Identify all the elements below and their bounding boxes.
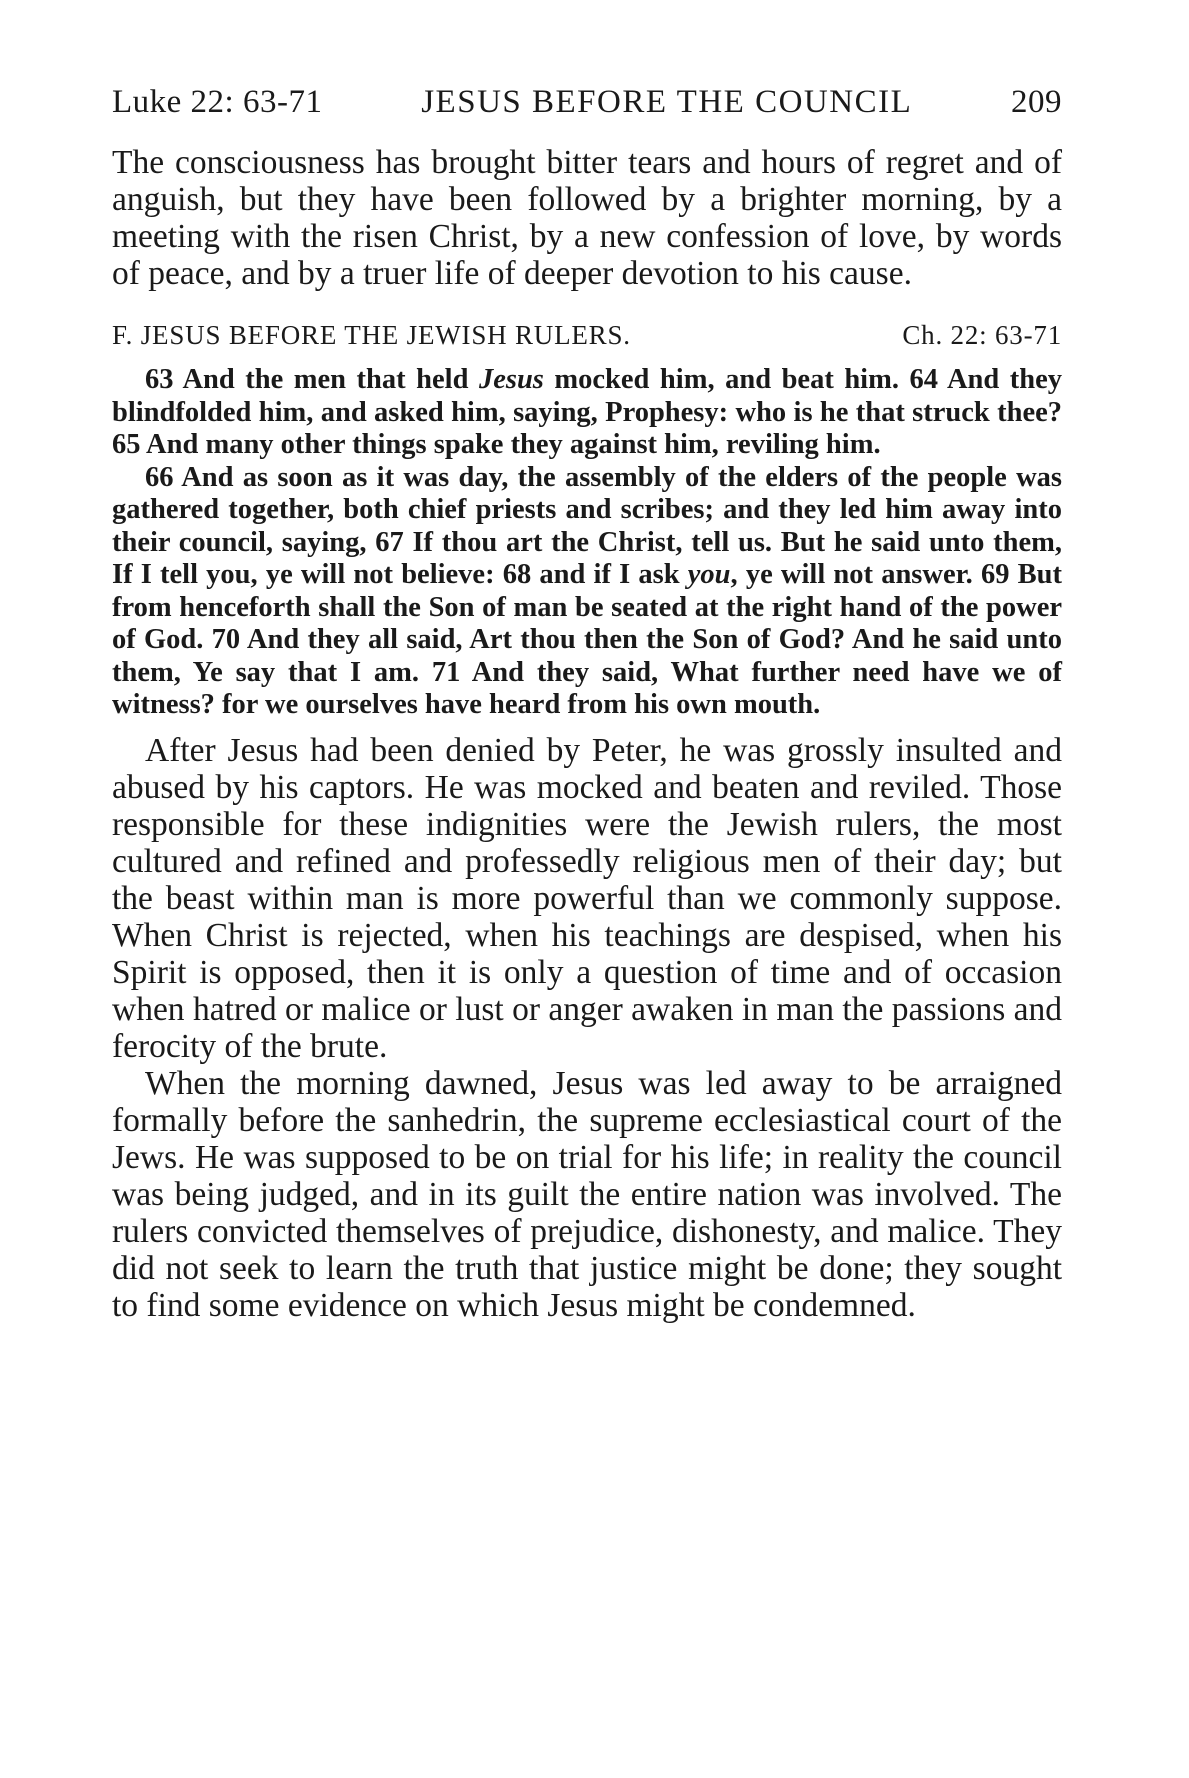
opening-paragraph: The consciousness has brought bitter tears and hours of regret and of anguish, but they have been followed by a brighter morning, by a meeting with the risen Christ, by a new confession of love, by words of peace, and by a truer life of deeper devotion to his cause. [112, 144, 1062, 292]
section-reference: Ch. 22: 63-71 [902, 320, 1062, 350]
page-number: 209 [1011, 84, 1062, 120]
section-title: F. JESUS BEFORE THE JEWISH RULERS. [112, 320, 631, 350]
scripture-text: 66 And as soon as it was day, the assembly of the elders of the people was gathered together, both chief priests and scribes; and they led him away into their council, saying, 67 If thou art the Christ, tell us. But he said unto them, If I tell you, ye will not believe: 68 and if I ask [112, 461, 1062, 590]
book-page [112, 82, 1062, 1324]
chapter-reference: Luke 22: 63-71 [112, 84, 323, 120]
scripture-text: 63 And the men that held [145, 364, 479, 395]
scripture-text: mocked him, and beat him. 64 And they blindfolded him, and asked him, saying, Prophesy: who is he that struck thee? 65 And many other things spake they against him, reviling him. [112, 364, 1062, 460]
commentary-paragraph: After Jesus had been denied by Peter, he was grossly insulted and abused by his captors. He was mocked and beaten and reviled. Those responsible for these indignities were the Jewish rulers, the most cultured and refined and professedly religious men of their day; but the beast within man is more powerful than we commonly suppose. When Christ is rejected, when his teachings are despised, when his Spirit is opposed, then it is only a question of time and of occasion when hatred or malice or lust or anger awaken in man the passions and ferocity of the brute. [112, 731, 1062, 1065]
scripture-passage-2 [112, 462, 1062, 722]
scripture-text: , ye will not answer. 69 But from henceforth shall the Son of man be seated at the right hand of the power of God. 70 And they all said, Art thou then the Son of God? And he said unto them, Ye say that I am. 71 And they said, What further need have we of witness? for we ourselves have heard from his own mouth. [112, 559, 1062, 720]
scripture-passage-1 [112, 364, 1062, 462]
scripture-italic-word: you [687, 559, 731, 590]
running-head [112, 82, 1062, 122]
page-title: JESUS BEFORE THE COUNCIL [421, 84, 913, 120]
scripture-italic-word: Jesus [478, 364, 544, 395]
section-heading [112, 318, 1062, 352]
spacer [112, 722, 1062, 732]
commentary-paragraph: When the morning dawned, Jesus was led away to be arraigned formally before the sanhedrin, the supreme ecclesiastical court of the Jews. He was supposed to be on trial for his life; in reality the council was being judged, and in its guilt the entire nation was involved. The rulers convicted themselves of prejudice, dishonesty, and malice. They did not seek to learn the truth that justice might be done; they sought to find some evidence on which Jesus might be condemned. [112, 1064, 1062, 1324]
